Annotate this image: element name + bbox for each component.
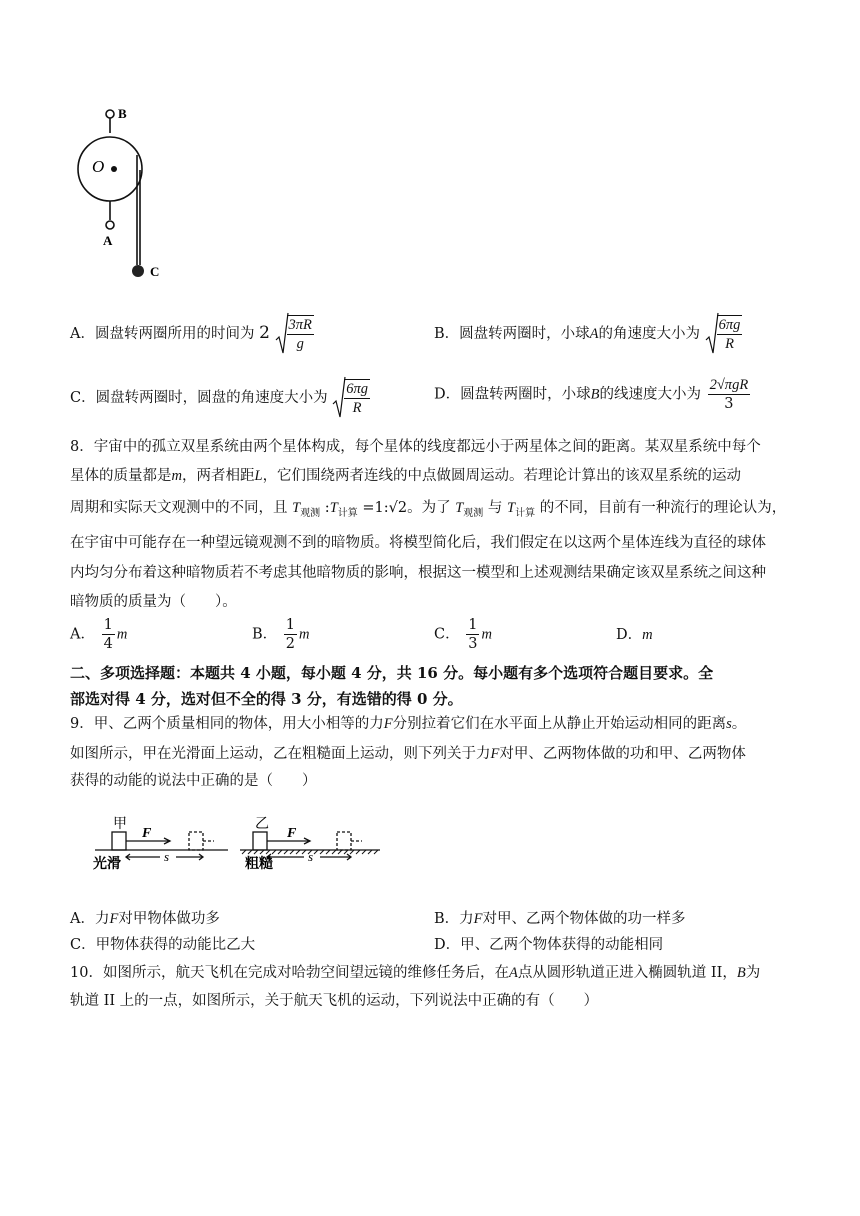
- q7-option-b-text: B．圆盘转两圈时，小球: [434, 326, 590, 342]
- q8-option-a[interactable]: [70, 616, 127, 653]
- q10-var-a: A: [508, 965, 518, 981]
- q9-line-2-a: 如图所示，甲在光滑面上运动，乙在粗糙面上运动，则下列关于力: [70, 746, 491, 762]
- q10-line-1: [70, 963, 760, 983]
- label-a: A: [103, 233, 113, 248]
- q8-option-b-num: 1: [285, 617, 295, 633]
- q9-line-2-b: 对甲、乙两物体做的功和甲、乙两物体: [499, 746, 746, 762]
- q8-option-a-den: 4: [103, 636, 113, 652]
- q9-figure: [90, 812, 390, 874]
- q7-option-c-num: 6πg: [346, 381, 368, 397]
- q7-option-a-text: A．圆盘转两圈所用的时间为: [70, 326, 255, 342]
- q9-option-b-b: 对甲、乙两个物体做的功一样多: [482, 911, 686, 927]
- q8-line-1: 8．宇宙中的孤立双星系统由两个星体构成，每个星体的线度都远小于两星体之间的距离。某双星系统中每个: [70, 439, 761, 455]
- q7-option-b-mid: 的角速度大小为: [598, 326, 701, 342]
- q8-line-2-b: ，两者相距: [181, 468, 255, 484]
- q8-option-d-label: D．: [616, 627, 643, 643]
- label-c: C: [150, 264, 160, 279]
- q9-label-smooth: 光滑: [93, 857, 121, 872]
- q8-t-calc: T: [329, 500, 338, 516]
- q8-line-3-a: 周期和实际天文观测中的不同，且: [70, 500, 288, 516]
- q7-option-d[interactable]: [434, 376, 752, 413]
- q7-option-c-text: C．圆盘转两圈时，圆盘的角速度大小为: [70, 390, 328, 406]
- q8-line-3-d: 的不同，目前有一种流行的理论认为，: [539, 500, 787, 516]
- q9-var-f-2: F: [490, 746, 500, 762]
- label-o: O: [92, 157, 105, 176]
- q9-line-3: 获得的动能的说法中正确的是（ ）: [70, 773, 317, 789]
- q7-option-b[interactable]: [434, 312, 744, 356]
- q8-option-b-m: m: [299, 626, 310, 643]
- q9-label-f-left: F: [142, 826, 152, 841]
- q8-option-a-m: m: [116, 626, 128, 643]
- q8-option-b[interactable]: [252, 616, 309, 653]
- q9-option-b-a: B．力: [434, 911, 474, 927]
- q9-option-c[interactable]: C．甲物体获得的动能比乙大: [70, 937, 256, 953]
- q8-option-d[interactable]: [616, 625, 653, 645]
- q7-option-a[interactable]: [70, 312, 316, 356]
- ball-c: [132, 265, 144, 277]
- q9-label-s-right: s: [308, 849, 314, 864]
- q10-line-2: 轨道 II 上的一点，如图所示，关于航天飞机的运动，下列说法中正确的有（ ）: [70, 993, 599, 1009]
- q7-option-d-text: D．圆盘转两圈时，小球: [434, 386, 591, 403]
- section2-heading-2: 部选对得 4 分，选对但不全的得 3 分，有选错的得 0 分。: [70, 690, 463, 708]
- q8-option-b-den: 2: [285, 636, 295, 652]
- q9-option-a-f: F: [109, 911, 119, 927]
- q9-label-yi: 乙: [255, 817, 269, 832]
- q9-line-1-b: 分别拉着它们在水平面上从静止开始运动相同的距离: [392, 716, 727, 732]
- q8-t-obs-2: T: [455, 500, 464, 516]
- q8-t-calc-2: T: [507, 500, 516, 516]
- q9-option-a-a: A．力: [70, 911, 110, 927]
- q9-option-b-f: F: [473, 911, 483, 927]
- q8-option-c[interactable]: [434, 616, 492, 653]
- q7-option-d-var: B: [590, 386, 600, 403]
- q8-sub-calc-2: 计算: [515, 508, 536, 519]
- q8-line-2-c: ，它们围绕两者连线的中点做圆周运动。若理论计算出的该双星系统的运动: [262, 468, 742, 484]
- q8-option-d-m: m: [642, 627, 653, 643]
- q10-var-b: B: [736, 965, 746, 981]
- q8-line-2: [70, 466, 741, 486]
- q8-line-3-c: 与: [487, 500, 503, 516]
- label-b: B: [118, 106, 127, 121]
- q8-ratio: =1:√2: [362, 500, 408, 516]
- q8-var-m: m: [171, 468, 182, 484]
- q9-option-a-b: 对甲物体做功多: [118, 911, 220, 927]
- q9-label-f-right: F: [287, 826, 297, 841]
- q8-line-6: 暗物质的质量为（ ）。: [70, 594, 237, 610]
- q9-var-f: F: [383, 716, 393, 732]
- q9-var-s: s: [726, 716, 732, 732]
- q9-option-d[interactable]: D．甲、乙两个物体获得的动能相同: [434, 937, 664, 953]
- q8-option-c-label: C．: [434, 626, 460, 643]
- q9-figure-drawing: [95, 832, 380, 860]
- q9-option-a[interactable]: [70, 909, 220, 929]
- q9-label-rough: 粗糙: [245, 857, 273, 872]
- q7-option-a-num: 3πR: [288, 317, 312, 333]
- disk-figure: [70, 100, 180, 285]
- q10-line-1-a: 10．如图所示，航天飞机在完成对哈勃空间望远镜的维修任务后，在: [70, 965, 509, 981]
- q7-option-a-coef: 2: [259, 323, 270, 343]
- q9-label-jia: 甲: [113, 817, 127, 832]
- q8-t-obs: T: [292, 500, 301, 516]
- disk-center-dot: [111, 166, 117, 172]
- q8-line-5: 内均匀分布着这种暗物质若不考虑其他暗物质的影响，根据这一模型和上述观测结果确定该双星系统之间这种: [70, 565, 766, 581]
- q8-line-3-b: 。为了: [407, 500, 451, 516]
- q8-line-2-a: 星体的质量都是: [70, 468, 172, 484]
- q7-option-c-den: R: [352, 400, 362, 416]
- q7-option-b-den: R: [725, 336, 734, 352]
- q7-option-b-var: A: [589, 326, 599, 342]
- q9-line-1-c: 。: [731, 716, 747, 732]
- q8-sub-obs: 观测: [300, 508, 321, 519]
- q7-option-b-num: 6πg: [718, 317, 741, 333]
- q8-option-a-label: A．: [70, 626, 95, 643]
- q8-sub-calc: 计算: [337, 508, 358, 519]
- q8-option-a-num: 1: [103, 617, 113, 633]
- q10-line-1-c: 为: [745, 965, 761, 981]
- q8-option-c-num: 1: [468, 617, 478, 633]
- q8-option-c-den: 3: [468, 636, 478, 652]
- q9-line-1-a: 9．甲、乙两个质量相同的物体，用大小相等的力: [70, 716, 384, 732]
- q7-option-c[interactable]: [70, 376, 372, 420]
- q9-label-s-left: s: [164, 849, 170, 864]
- q9-line-2: [70, 744, 746, 764]
- q10-line-1-b: 点从圆形轨道正进入椭圆轨道 II，: [517, 965, 737, 981]
- q9-option-b[interactable]: [434, 909, 686, 929]
- q8-option-b-label: B．: [252, 626, 278, 643]
- q8-line-3: 周期和实际天文观测中的不同，且 $T_{观测}$ $:T_{计算}$ =1:√2。为了 $T_{观测}$ 与 $T_{计算}$ 的不同，目前有一种流行的理论认为，: [70, 500, 787, 519]
- q8-option-c-m: m: [481, 626, 492, 643]
- q8-sub-obs-2: 观测: [463, 508, 484, 519]
- q9-line-1: [70, 714, 746, 734]
- q8-var-l: L: [254, 468, 263, 484]
- q8-line-4: 在宇宙中可能存在一种望远镜观测不到的暗物质。将模型简化后，我们假定在以这两个星体连线为直径的球体: [70, 535, 766, 551]
- section2-heading-1: 二、多项选择题：本题共 4 小题，每小题 4 分，共 16 分。每小题有多个选项符合题目要求。全: [70, 664, 714, 682]
- q7-option-a-den: g: [296, 336, 304, 352]
- q7-option-d-mid: 的线速度大小为: [599, 386, 701, 403]
- q7-option-d-num: 2√πgR: [709, 377, 749, 393]
- q7-option-d-den: 3: [724, 396, 734, 412]
